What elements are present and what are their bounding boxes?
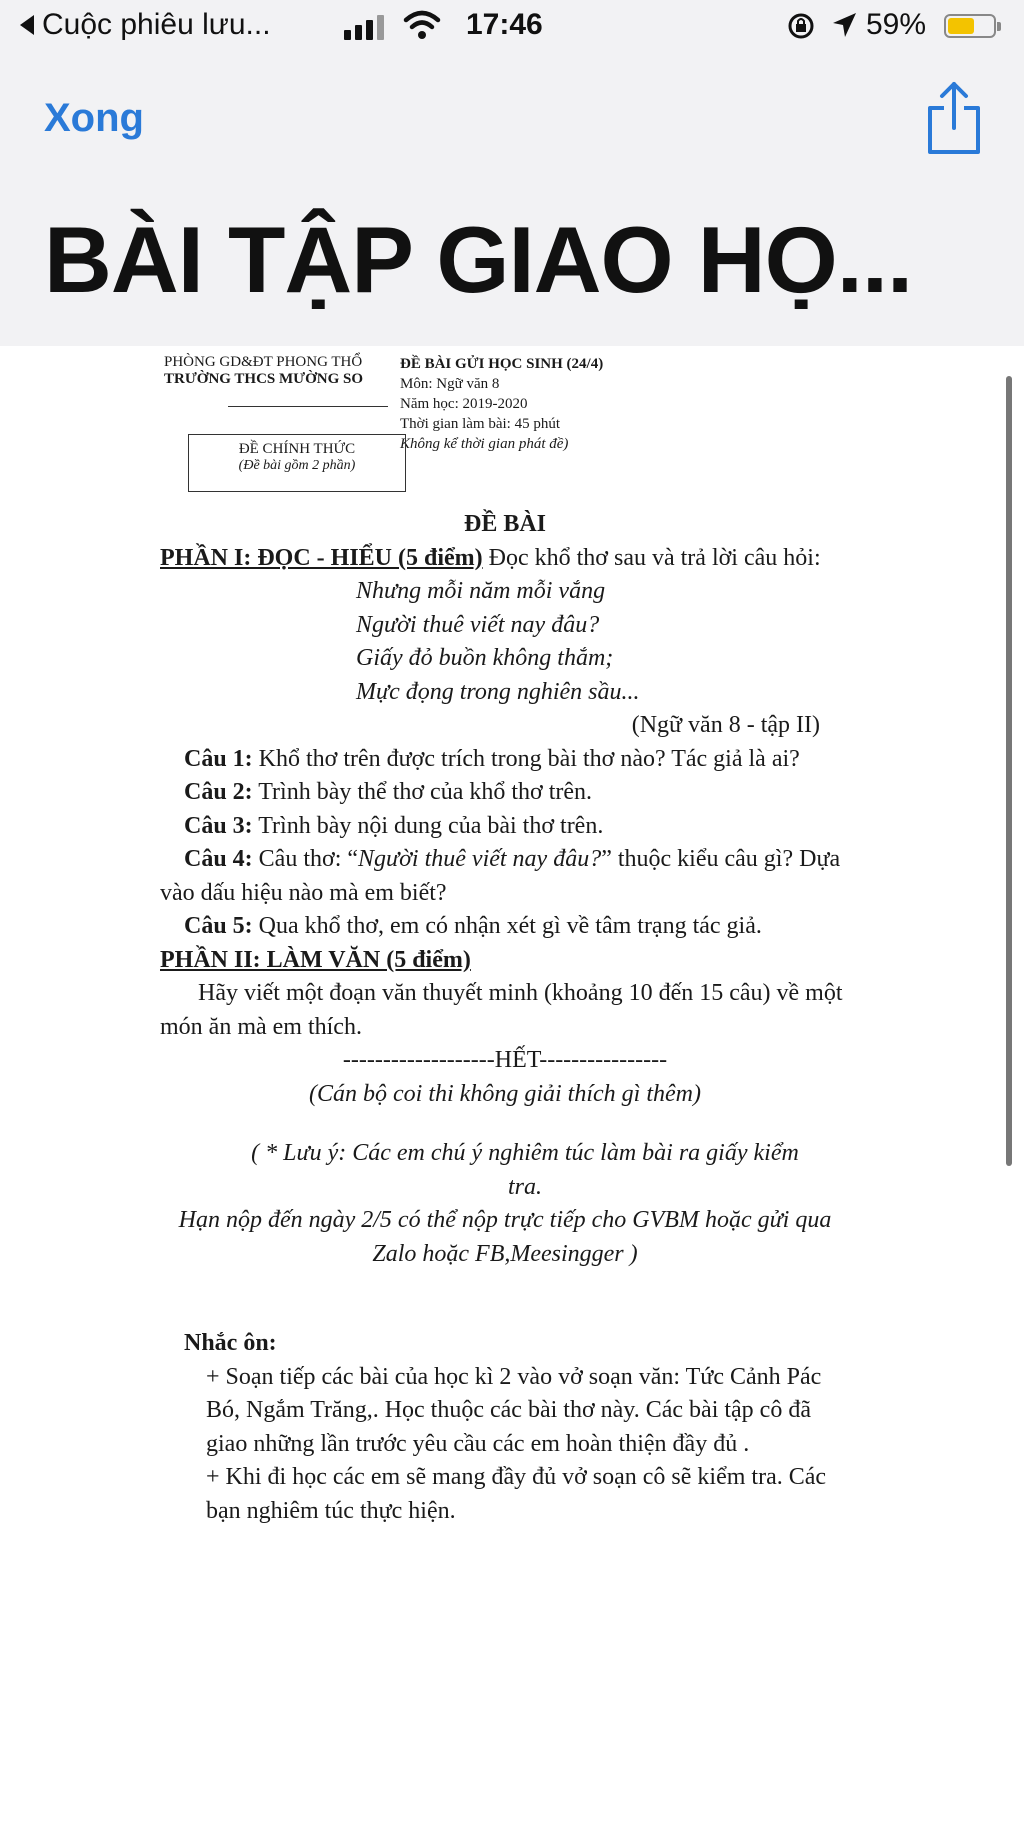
- question-text: Khổ thơ trên được trích trong bài thơ nào? Tác giả là ai?: [252, 745, 800, 772]
- reminder-item: + Soạn tiếp các bài của học kì 2 vào vở soạn văn: Tức Cảnh Pác Bó, Ngắm Trăng,. Học thuộc các bài thơ này. Các bài tập cô đã giao những lần trước yêu cầu các em hoàn thiện đầy đủ .: [206, 1363, 822, 1457]
- question-text: Trình bày nội dung của bài thơ trên.: [252, 812, 604, 839]
- back-arrow-icon: [20, 15, 34, 35]
- question-text-continued: ” thuộc kiểu câu gì? Dựa vào dấu hiệu nào mà em biết?: [160, 846, 841, 906]
- duration-note-line: Không kể thời gian phát đề): [400, 436, 569, 452]
- exam-title: ĐỀ BÀI: [463, 511, 547, 537]
- proctor-note: (Cán bộ coi thi không giải thích gì thêm): [309, 1080, 701, 1107]
- page-title: BÀI TẬP GIAO HỌ...: [44, 207, 913, 312]
- header-left-block: [164, 354, 404, 388]
- orientation-lock-icon: [786, 10, 816, 40]
- question-5: [160, 910, 850, 944]
- question-label: Câu 2:: [184, 779, 253, 805]
- scrollbar[interactable]: [1006, 376, 1012, 1166]
- battery-icon: [944, 14, 996, 38]
- back-app-label: Cuộc phiêu lưu...: [42, 8, 271, 41]
- question-text: Qua khổ thơ, em có nhận xét gì về tâm trạng tác giả.: [252, 913, 762, 939]
- submission-deadline: Hạn nộp đến ngày 2/5 có thể nộp trực tiếp cho GVBM hoặc gửi qua Zalo hoặc FB,Meesingger ): [178, 1207, 832, 1267]
- clock-time: 17:46: [466, 8, 543, 41]
- question-4: [160, 843, 850, 910]
- part1-instruction: Đọc khổ thơ sau và trả lời câu hỏi:: [482, 544, 821, 571]
- part1-paragraph: [160, 542, 850, 576]
- cellular-signal-icon: [344, 14, 384, 40]
- quoted-verse: Người thuê viết nay đâu?: [358, 846, 602, 872]
- poem-line: Người thuê viết nay đâu?: [356, 611, 600, 638]
- battery-percentage: 59%: [866, 8, 927, 41]
- school-name: TRƯỜNG THCS MƯỜNG SO: [164, 371, 364, 387]
- official-exam-box: [188, 434, 406, 492]
- header-right-block: [400, 354, 880, 454]
- status-bar: [0, 0, 1024, 56]
- document-viewer[interactable]: [0, 346, 1024, 1824]
- poem-source: (Ngữ văn 8 - tập II): [631, 712, 820, 738]
- document-body: [160, 508, 850, 1528]
- department-name: PHÒNG GD&ĐT PHONG THỔ: [164, 354, 363, 370]
- wifi-icon: [402, 8, 442, 42]
- part1-heading: PHẦN I: ĐỌC - HIỂU (5 điểm): [160, 544, 483, 571]
- battery-level: [948, 18, 974, 34]
- part2-heading: PHẦN II: LÀM VĂN (5 điểm): [160, 946, 471, 973]
- reminder-item: + Khi đi học các em sẽ mang đầy đủ vở soạn cô sẽ kiểm tra. Các bạn nghiêm túc thực hiện.: [206, 1464, 827, 1524]
- poem-line: Nhưng mỗi năm mỗi vắng: [356, 578, 606, 604]
- question-3: [160, 810, 850, 844]
- poem-line: Mực đọng trong nghiên sầu...: [356, 678, 640, 705]
- question-text: Câu thơ: “: [252, 846, 359, 872]
- reminder-title: Nhắc ôn:: [184, 1330, 277, 1356]
- parts-note: (Đề bài gồm 2 phần): [238, 458, 356, 473]
- back-to-app-link[interactable]: [20, 8, 271, 42]
- question-1: [160, 743, 850, 777]
- header-divider: [228, 406, 388, 407]
- official-label: ĐỀ CHÍNH THỨC: [238, 441, 356, 457]
- share-icon[interactable]: [924, 78, 984, 158]
- question-label: Câu 3:: [184, 812, 253, 839]
- question-text: Trình bày thể thơ của khổ thơ trên.: [252, 779, 593, 805]
- poem-line: Giấy đỏ buồn không thắm;: [356, 645, 614, 671]
- exam-heading: ĐỀ BÀI GỬI HỌC SINH (24/4): [400, 356, 604, 372]
- end-marker: -------------------HẾT----------------: [342, 1047, 668, 1073]
- part2-prompt: Hãy viết một đoạn văn thuyết minh (khoảng 10 đến 15 câu) về một món ăn mà em thích.: [160, 980, 843, 1040]
- submission-note: ( * Lưu ý: Các em chú ý nghiêm túc làm bài ra giấy kiểm tra.: [251, 1140, 799, 1200]
- subject-line: Môn: Ngữ văn 8: [400, 376, 500, 392]
- question-label: Câu 5:: [184, 913, 253, 939]
- location-arrow-icon: [830, 10, 858, 40]
- done-button[interactable]: Xong: [44, 96, 144, 140]
- question-label: Câu 4:: [184, 846, 253, 872]
- poem-block: [160, 575, 850, 743]
- document-header: [160, 354, 880, 504]
- duration-line: Thời gian làm bài: 45 phút: [400, 416, 560, 432]
- navigation-header: [0, 56, 1024, 346]
- school-year-line: Năm học: 2019-2020: [400, 396, 528, 412]
- question-label: Câu 1:: [184, 745, 253, 772]
- question-2: [160, 776, 850, 810]
